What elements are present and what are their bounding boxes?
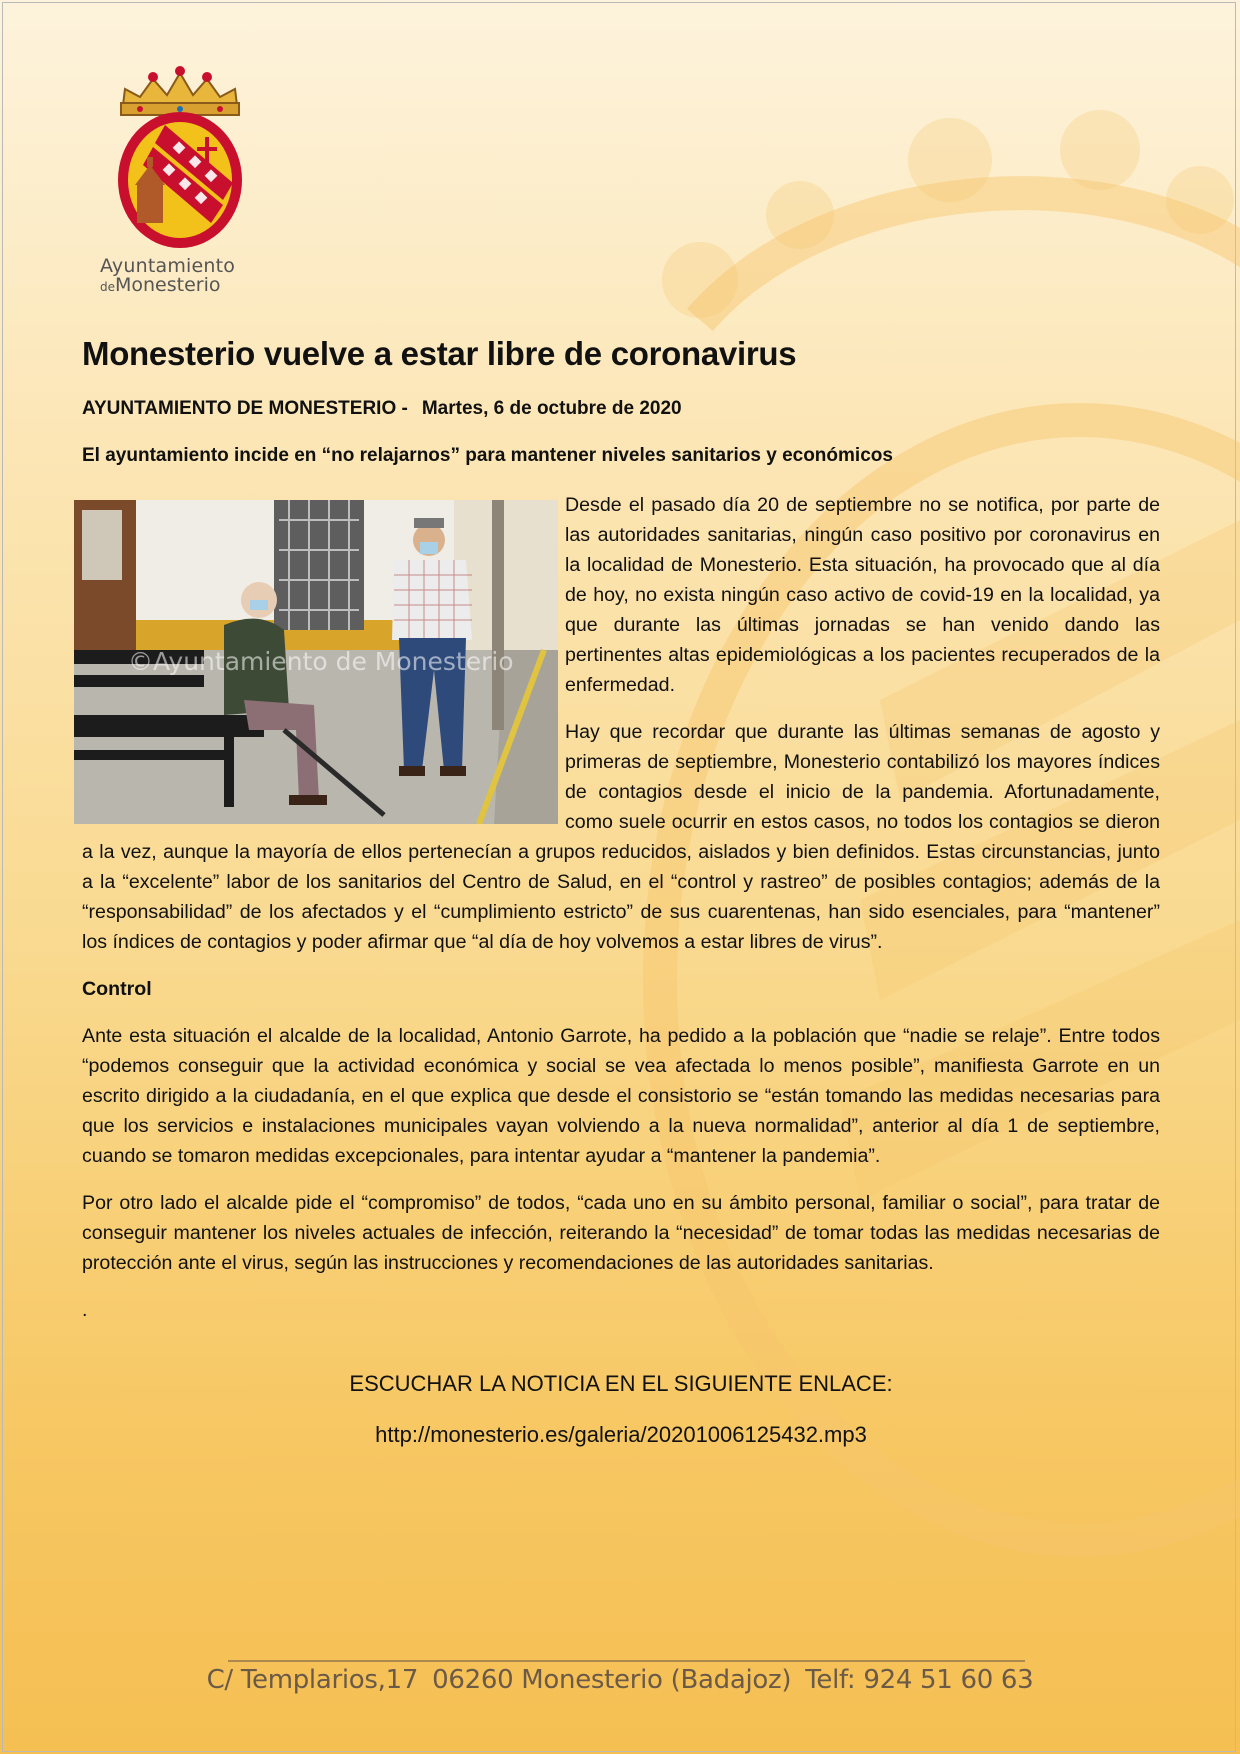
listen-label: ESCUCHAR LA NOTICIA EN EL SIGUIENTE ENLACE: bbox=[349, 1371, 893, 1396]
photo-watermark: ©Ayuntamiento de Monesterio bbox=[128, 647, 514, 676]
logo-text bbox=[100, 255, 250, 296]
paragraph-4: Por otro lado el alcalde pide el “compromiso” de todos, “cada uno en su ámbito personal, familiar o social”, para tratar de conseguir mantener los niveles actuales de infección, reiterando la “necesidad” de tomar todas las medidas necesarias de protección ante el virus, según las instrucciones y recomendaciones de las autoridades sanitarias. bbox=[82, 1192, 1160, 1274]
section-heading-control: Control bbox=[82, 978, 152, 1000]
audio-link[interactable]: http://monesterio.es/galeria/20201006125432.mp3 bbox=[375, 1422, 867, 1447]
paragraph-dot: . bbox=[82, 1299, 88, 1321]
logo-line1: Ayuntamiento bbox=[100, 255, 236, 277]
listen-section bbox=[82, 1371, 1160, 1473]
footer-divider bbox=[228, 1660, 1025, 1662]
article-date: Martes, 6 de octubre de 2020 bbox=[421, 398, 682, 419]
footer-street: C/ Templarios,17 bbox=[206, 1665, 419, 1695]
paragraph-1: Desde el pasado día 20 de septiembre no se notifica, por parte de las autoridades sanitarias, ningún caso positivo por coronavirus en la localidad de Monesterio. Esta situación, ha provocado que al día de hoy, no exista ningún caso activo de covid-19 en la localidad, ya que durante las últimas jornadas se han venido dando las pertinentes altas epidemiológicas a los pacientes recuperados de la enfermedad. bbox=[565, 494, 1160, 696]
article-subtitle: El ayuntamiento incide en “no relajarnos” para mantener niveles sanitarios y económicos bbox=[82, 445, 893, 466]
paragraph-2: Hay que recordar que durante las últimas semanas de agosto y primeras de septiembre, Monesterio contabilizó los mayores índices de contagios desde el inicio de la pandemia. Afortunadamente, como suele ocurrir en estos casos, no todos los contagios se dieron a la vez, aunque la mayoría de ellos pertenecían a grupos reducidos, aislados y bien definidos. Estas circunstancias, junto a la “excelente” labor de los sanitarios del Centro de Salud, en el “control y rastreo” de posibles contagios; además de la “responsabilidad” de los afectados y el “cumplimiento estricto” de sus cuarentenas, han sido esenciales, para “mantener” los índices de contagios y poder afirmar que “al día de hoy volvemos a estar libres de virus”. bbox=[82, 721, 1160, 953]
article-source: AYUNTAMIENTO DE MONESTERIO - bbox=[82, 398, 408, 419]
footer-postal: 06260 Monesterio (Badajoz) bbox=[432, 1665, 792, 1695]
article-title: Monesterio vuelve a estar libre de coronavirus bbox=[82, 335, 797, 372]
photo-illustration bbox=[74, 500, 558, 824]
footer-phone: Telf: 924 51 60 63 bbox=[805, 1665, 1034, 1695]
paragraph-3: Ante esta situación el alcalde de la localidad, Antonio Garrote, ha pedido a la población que “nadie se relaje”. Entre todos “podemos conseguir que la actividad económica y social se vea afectada lo menos posible”, manifiesta Garrote en un escrito dirigido a la ciudadanía, en el que explica que desde el consistorio se “están tomando las medidas necesarias para que los servicios e instalaciones municipales vayan volviendo a la nueva normalidad”, anterior al día 1 de septiembre, cuando se tomaron medidas excepcionales, para intentar ayudar a “mantener la pandemia”. bbox=[82, 1025, 1160, 1167]
logo-line2-prefix: de bbox=[100, 280, 115, 294]
logo-line2 bbox=[100, 274, 250, 296]
logo-line2-text: Monesterio bbox=[115, 274, 221, 296]
article-body bbox=[82, 490, 1160, 1342]
article-photo bbox=[74, 500, 558, 824]
article-byline bbox=[82, 398, 1160, 420]
footer-address bbox=[0, 1665, 1240, 1695]
